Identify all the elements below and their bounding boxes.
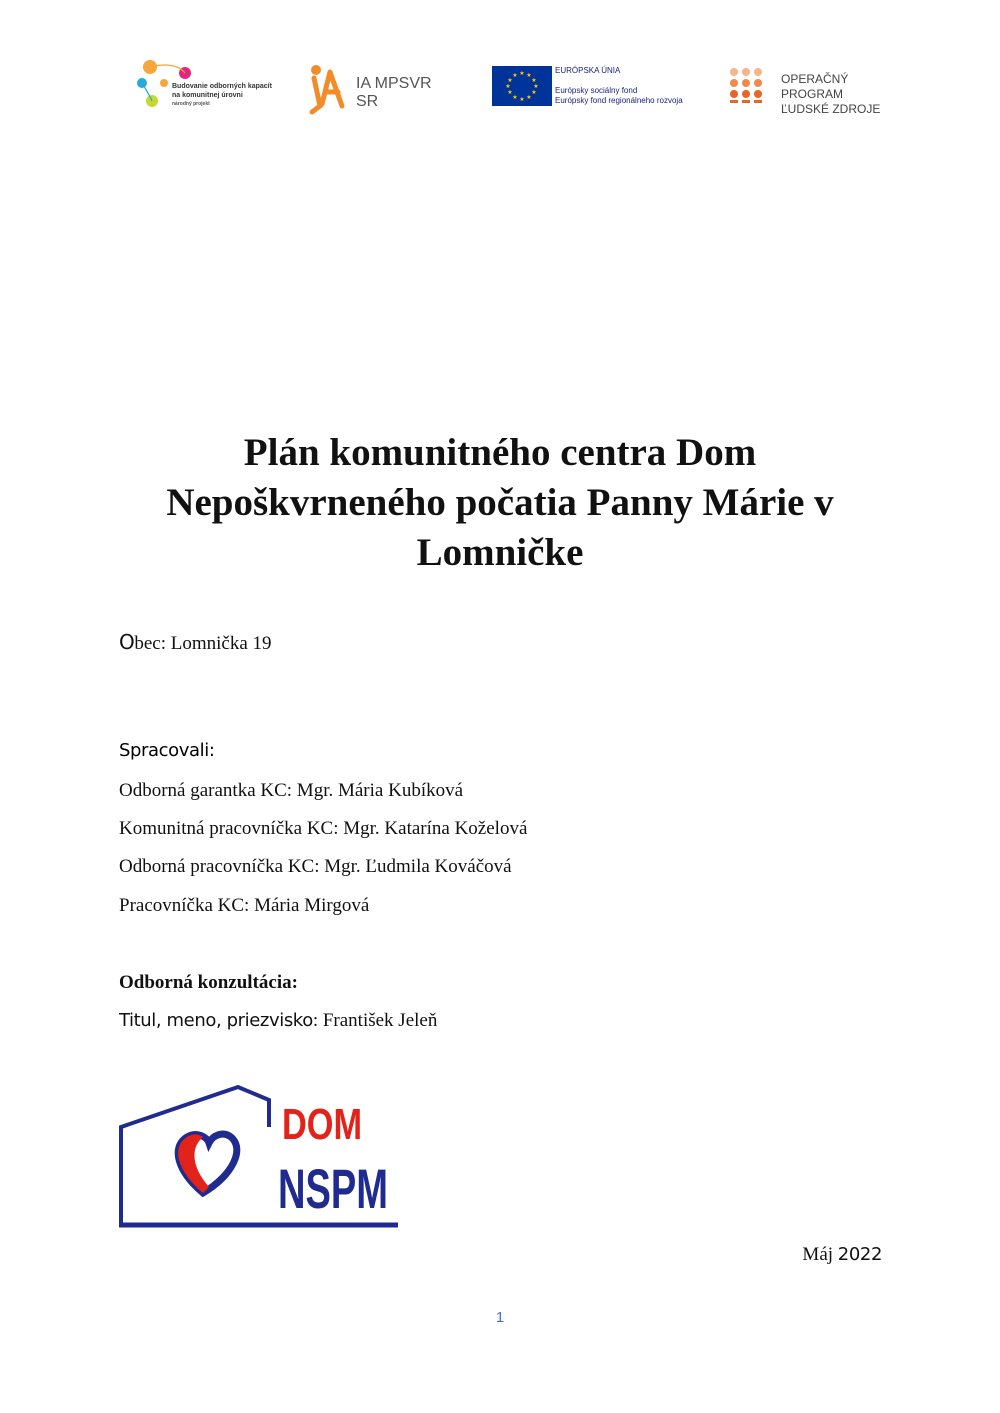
dom-logo-line1: DOM	[282, 1100, 363, 1149]
eu-flag-icon	[492, 66, 552, 106]
svg-text:★: ★	[531, 77, 537, 84]
spracovali-item-1: Odborná garantka KC: Mgr. Mária Kubíková	[119, 780, 464, 801]
svg-text:★: ★	[512, 72, 518, 79]
footer-month: Máj	[802, 1244, 834, 1265]
eu-title: EURÓPSKA ÚNIA	[555, 66, 621, 75]
svg-text:★: ★	[533, 83, 539, 90]
konzultacia-label: Titul, meno, priezvisko	[119, 1010, 313, 1031]
svg-text:★: ★	[507, 77, 513, 84]
logo-budovanie-kapacit	[130, 56, 280, 116]
logo-eu	[490, 56, 700, 116]
konzultacia-colon: :	[312, 1010, 323, 1031]
op-line1: OPERAČNÝ PROGRAM	[781, 72, 849, 101]
obec-value: Lomnička 19	[170, 633, 272, 654]
svg-text:★: ★	[512, 94, 518, 101]
dom-logo-line2: NSPM	[278, 1157, 389, 1220]
ia-text: IA MPSVR SR	[356, 75, 432, 110]
konzultacia-line	[119, 1010, 437, 1032]
eu-line2: Európsky fond regionálneho rozvoja	[555, 96, 683, 105]
dom-nspm-logo	[117, 1083, 402, 1229]
spracovali-heading: Spracovali:	[119, 740, 215, 761]
konzultacia-heading: Odborná konzultácia:	[119, 972, 298, 993]
svg-text:★: ★	[507, 89, 513, 96]
obec-line	[119, 630, 272, 655]
footer-year: 2022	[837, 1244, 882, 1265]
logo1-line1: Budovanie odborných kapacít	[172, 83, 272, 90]
title-line-2: Nepoškvrneného počatia Panny Márie v	[166, 481, 834, 524]
title-line-1: Plán komunitného centra Dom	[243, 431, 757, 474]
spracovali-item-3: Odborná pracovníčka KC: Mgr. Ľudmila Kováčová	[119, 856, 512, 877]
document-title	[100, 428, 900, 578]
spracovali-item-2: Komunitná pracovníčka KC: Mgr. Katarína Koželová	[119, 818, 528, 839]
logo-op-ludske-zdroje	[728, 56, 908, 116]
obec-label: bec:	[134, 633, 171, 654]
logo-ia-mpsvr	[308, 56, 458, 116]
spracovali-item-4: Pracovníčka KC: Mária Mirgová	[119, 895, 370, 916]
svg-text:★: ★	[505, 83, 511, 90]
page-number: 1	[495, 1309, 505, 1326]
logo1-line3: národný projekt	[172, 101, 210, 107]
svg-text:★: ★	[531, 89, 537, 96]
svg-text:★: ★	[519, 70, 525, 77]
logo1-line2: na komunitnej úrovni	[172, 91, 243, 99]
obec-initial: O	[119, 630, 135, 654]
footer-date	[802, 1244, 882, 1266]
ia-figure-icon	[308, 62, 353, 118]
op-line2: ĽUDSKÉ ZDROJE	[781, 102, 881, 116]
svg-text:★: ★	[526, 72, 532, 79]
svg-text:★: ★	[519, 96, 525, 103]
konzultacia-value: František Jeleň	[322, 1010, 438, 1031]
svg-text:★: ★	[526, 94, 532, 101]
title-line-3: Lomničke	[416, 531, 584, 574]
op-dots-icon	[728, 66, 768, 106]
eu-line1: Európsky sociálny fond	[555, 86, 638, 95]
